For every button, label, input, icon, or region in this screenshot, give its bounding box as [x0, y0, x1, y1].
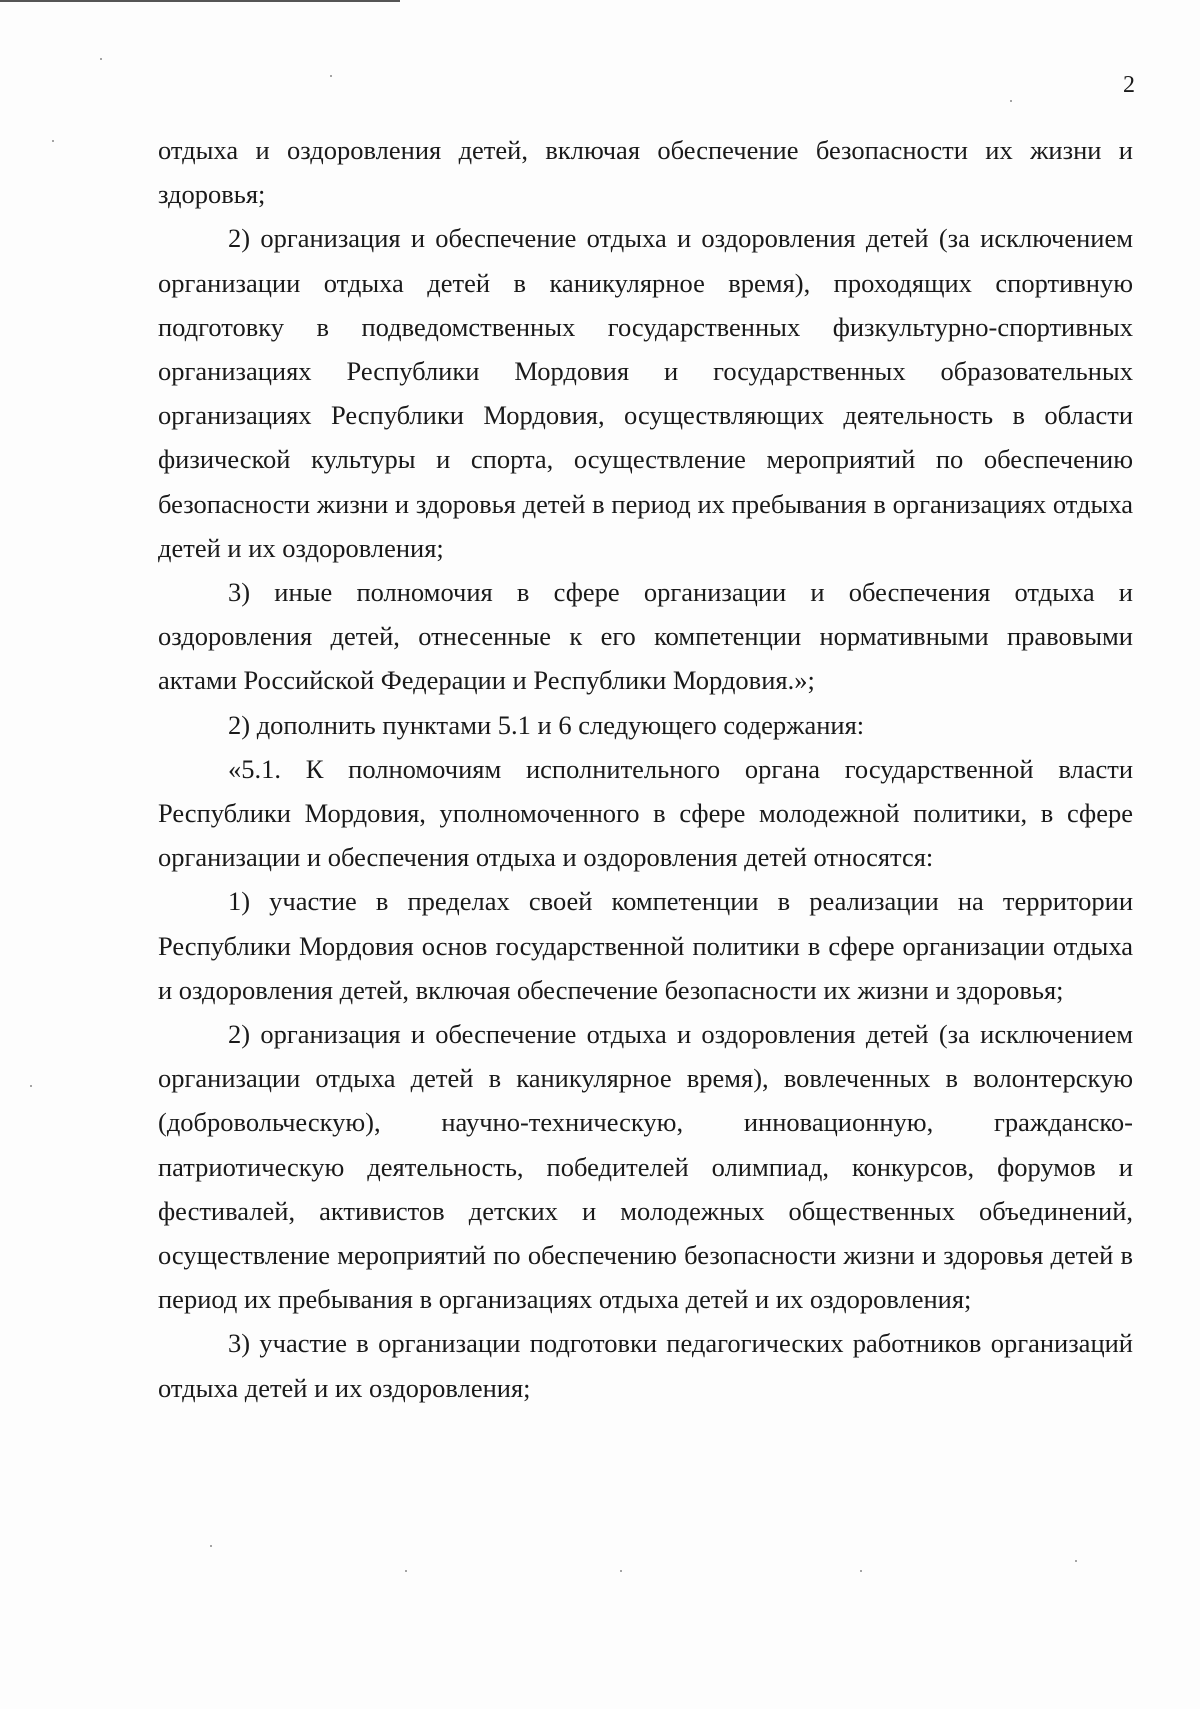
- scan-speck: [52, 140, 54, 142]
- paragraph-item-2-sport: 2) организация и обеспечение отдыха и оздоровления детей (за исключением организации отдыха детей в каникулярное время), проходящих спортивную подготовку в подведомственных государственных физкультурно-спортивных организациях Республики Мордовия и государственных образовательных организациях Республики Мордовия, осуществляющих деятельность в области физической культуры и спорта, осуществление мероприятий по обеспечению безопасности жизни и здоровья детей в период их пребывания в организациях отдыха детей и их оздоровления;: [158, 223, 1133, 563]
- paragraph-amendment-2: 2) дополнить пунктами 5.1 и 6 следующего содержания:: [228, 709, 865, 740]
- scan-speck: [30, 1085, 32, 1087]
- scan-speck: [620, 1570, 622, 1572]
- page-number: 2: [1123, 72, 1135, 98]
- scan-speck: [860, 1570, 862, 1572]
- paragraph-item-3-other: 3) иные полномочия в сфере организации и обеспечения отдыха и оздоровления детей, отнесенные к его компетенции нормативными правовыми актами Российской Федерации и Республики Мордовия.»;: [158, 577, 1133, 696]
- scan-speck: [330, 75, 332, 77]
- paragraph-5-1-heading: «5.1. К полномочиям исполнительного органа государственной власти Республики Мордовия, уполномоченного в сфере молодежной политики, в сфере организации и обеспечения отдыха и оздоровления детей относятся:: [158, 753, 1133, 873]
- scan-speck: [405, 1570, 407, 1572]
- scan-speck: [1010, 100, 1012, 102]
- paragraph-5-1-item-1: 1) участие в пределах своей компетенции в реализации на территории Республики Мордовия основ государственной политики в сфере организации отдыха и оздоровления детей, включая обеспечение безопасности их жизни и здоровья;: [158, 886, 1133, 1005]
- scan-top-edge: [0, 0, 400, 2]
- document-body: [158, 128, 1133, 1410]
- paragraph-5-1-item-3: 3) участие в организации подготовки педагогических работников организаций отдыха детей и их оздоровления;: [158, 1328, 1133, 1403]
- scan-speck: [100, 58, 102, 60]
- paragraph-continuation: отдыха и оздоровления детей, включая обеспечение безопасности их жизни и здоровья;: [158, 135, 1133, 210]
- scan-speck: [1075, 1560, 1077, 1562]
- scan-speck: [210, 1545, 212, 1547]
- paragraph-5-1-item-2: 2) организация и обеспечение отдыха и оздоровления детей (за исключением организации отдыха детей в каникулярное время), вовлеченных в волонтерскую (добровольческую), научно-техническую, инновационную, гражданско-патриотическую деятельность, победителей олимпиад, конкурсов, форумов и фестивалей, активистов детских и молодежных общественных объединений, осуществление мероприятий по обеспечению безопасности жизни и здоровья детей в период их пребывания в организациях отдыха детей и их оздоровления;: [158, 1019, 1133, 1315]
